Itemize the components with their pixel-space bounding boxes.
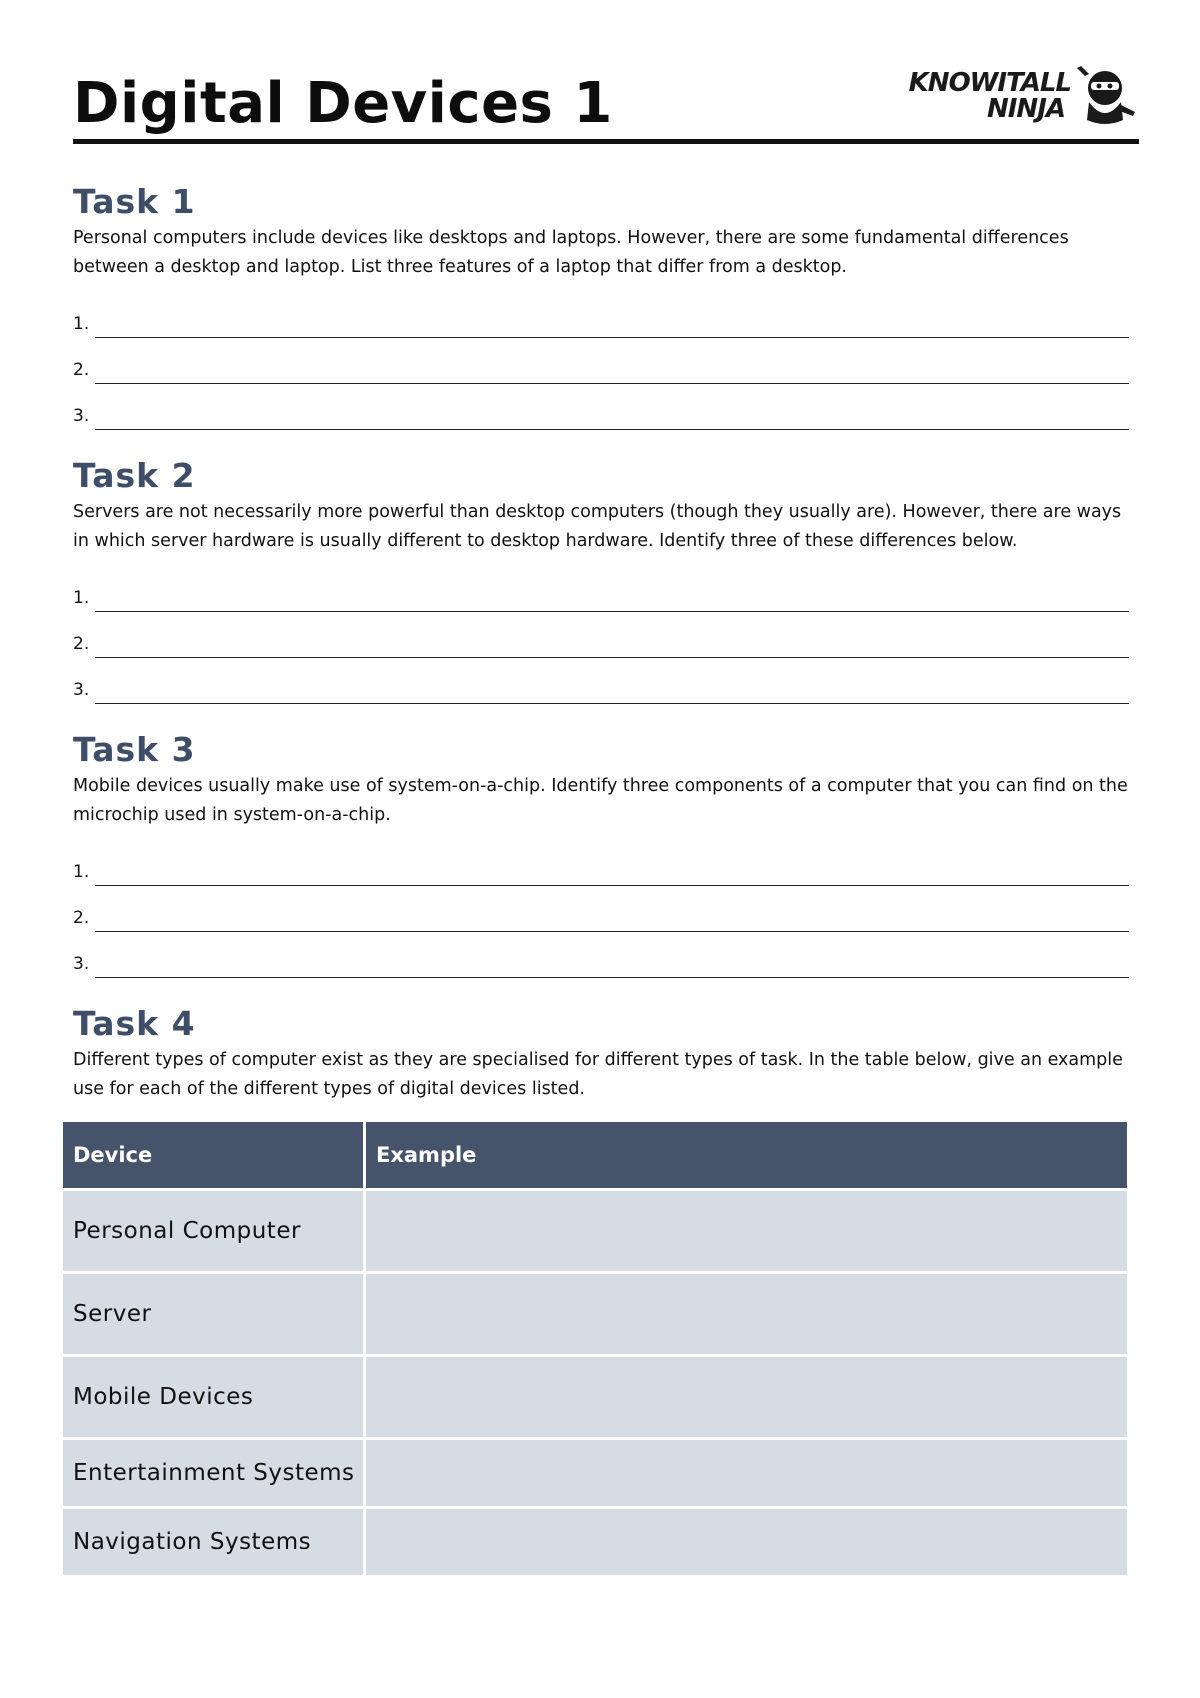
answer-number: 3. — [73, 406, 90, 426]
table-row — [63, 1509, 1127, 1575]
device-table — [63, 1122, 1127, 1575]
answer-number: 3. — [73, 680, 90, 700]
task-3-title: Task 3 — [73, 730, 196, 769]
task-4-title: Task 4 — [73, 1004, 196, 1043]
page-header — [73, 0, 1139, 146]
task-4-description: Different types of computer exist as they are specialised for different types of task. In the table below, give an example use for each of the different types of digital devices listed. — [73, 1050, 1123, 1099]
answer-row — [73, 612, 1139, 658]
example-input[interactable] — [376, 1384, 1093, 1410]
table-header-row — [63, 1122, 1127, 1188]
answer-line[interactable] — [95, 953, 1129, 978]
device-cell: Personal Computer — [63, 1191, 363, 1271]
task-2-answers — [73, 566, 1139, 704]
task-1 — [73, 182, 1139, 430]
task-3-answers — [73, 840, 1139, 978]
answer-row — [73, 886, 1139, 932]
answer-row — [73, 292, 1139, 338]
table-row — [63, 1357, 1127, 1437]
knowitall-ninja-logo — [887, 64, 1137, 134]
device-cell: Mobile Devices — [63, 1357, 363, 1437]
task-2-description: Servers are not necessarily more powerful than desktop computers (though they usually are). However, there are ways in which server hardware is usually different to desktop hardware. Identify three of these differences below. — [73, 502, 1122, 551]
answer-input[interactable] — [95, 633, 1133, 657]
example-cell[interactable] — [366, 1357, 1127, 1437]
answer-row — [73, 566, 1139, 612]
device-cell: Server — [63, 1274, 363, 1354]
answer-row — [73, 658, 1139, 704]
header-rule — [73, 139, 1139, 144]
answer-number: 1. — [73, 862, 90, 882]
answer-input[interactable] — [95, 313, 1133, 337]
answer-input[interactable] — [95, 907, 1133, 931]
task-1-description: Personal computers include devices like desktops and laptops. However, there are some fundamental differences between a desktop and laptop. List three features of a laptop that differ from a desktop. — [73, 228, 1069, 277]
worksheet-page — [73, 0, 1139, 1099]
task-3-description: Mobile devices usually make use of system-on-a-chip. Identify three components of a computer that you can find on the microchip used in system-on-a-chip. — [73, 776, 1128, 825]
device-cell: Navigation Systems — [63, 1509, 363, 1575]
answer-line[interactable] — [95, 679, 1129, 704]
task-3 — [73, 730, 1139, 978]
answer-line[interactable] — [95, 907, 1129, 932]
example-cell[interactable] — [366, 1191, 1127, 1271]
example-cell[interactable] — [366, 1274, 1127, 1354]
answer-number: 1. — [73, 314, 90, 334]
answer-line[interactable] — [95, 587, 1129, 612]
page-title: Digital Devices 1 — [73, 71, 613, 136]
answer-number: 3. — [73, 954, 90, 974]
logo-line-2: NINJA — [987, 94, 1065, 124]
answer-number: 2. — [73, 908, 90, 928]
answer-row — [73, 932, 1139, 978]
logo-line-1: KNOWITALL — [908, 68, 1071, 98]
answer-input[interactable] — [95, 679, 1133, 703]
task-2-title: Task 2 — [73, 456, 196, 495]
example-input[interactable] — [376, 1460, 1093, 1486]
example-cell[interactable] — [366, 1440, 1127, 1506]
answer-line[interactable] — [95, 359, 1129, 384]
answer-input[interactable] — [95, 587, 1133, 611]
answer-row — [73, 384, 1139, 430]
answer-input[interactable] — [95, 953, 1133, 977]
answer-line[interactable] — [95, 313, 1129, 338]
ninja-icon — [1075, 64, 1137, 128]
answer-row — [73, 338, 1139, 384]
table-row — [63, 1274, 1127, 1354]
example-input[interactable] — [376, 1529, 1093, 1555]
task-2 — [73, 456, 1139, 704]
answer-input[interactable] — [95, 861, 1133, 885]
answer-line[interactable] — [95, 405, 1129, 430]
answer-line[interactable] — [95, 633, 1129, 658]
answer-input[interactable] — [95, 359, 1133, 383]
logo-text — [909, 70, 1071, 122]
task-4 — [73, 1004, 1139, 1104]
task-1-title: Task 1 — [73, 182, 196, 221]
answer-row — [73, 840, 1139, 886]
example-cell[interactable] — [366, 1509, 1127, 1575]
table-row — [63, 1440, 1127, 1506]
column-header-device: Device — [63, 1122, 363, 1188]
answer-input[interactable] — [95, 405, 1133, 429]
device-cell: Entertainment Systems — [63, 1440, 363, 1506]
answer-line[interactable] — [95, 861, 1129, 886]
table-row — [63, 1191, 1127, 1271]
task-1-answers — [73, 292, 1139, 430]
example-input[interactable] — [376, 1301, 1093, 1327]
column-header-example: Example — [366, 1122, 1127, 1188]
answer-number: 2. — [73, 634, 90, 654]
answer-number: 2. — [73, 360, 90, 380]
answer-number: 1. — [73, 588, 90, 608]
example-input[interactable] — [376, 1218, 1093, 1244]
